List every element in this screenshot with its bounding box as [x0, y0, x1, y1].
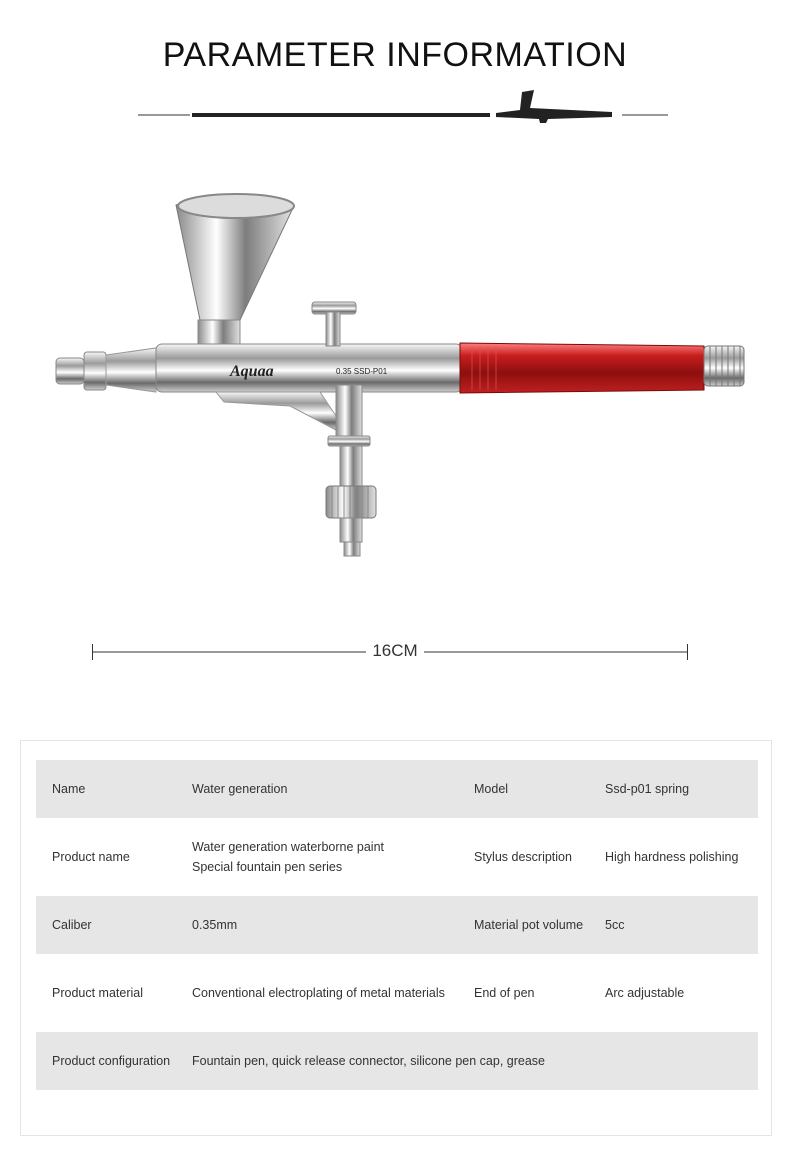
spec-value: 0.35mm	[192, 918, 238, 932]
spec-value: Conventional electroplating of metal materials	[192, 986, 445, 1000]
spec-label: Product material	[52, 986, 144, 1000]
table-row	[36, 1032, 758, 1090]
airbrush-product-image	[40, 180, 760, 570]
spec-label: End of pen	[474, 986, 535, 1000]
spec-value: Ssd-p01 spring	[605, 782, 690, 796]
table-row	[36, 896, 758, 954]
table-row	[36, 954, 758, 1032]
table-row	[36, 818, 758, 896]
spec-label: Caliber	[52, 918, 92, 932]
spec-label: Material pot volume	[474, 918, 584, 932]
red-handle	[460, 343, 704, 393]
spec-label: Model	[474, 782, 509, 796]
model-engraving: 0.35 SSD-P01	[336, 367, 388, 376]
length-label: 16CM	[366, 641, 423, 660]
title-divider	[0, 86, 790, 126]
spec-label: Stylus description	[474, 850, 572, 864]
spec-value: High hardness polishing	[605, 850, 739, 864]
spec-value: 5cc	[605, 918, 625, 932]
spec-value: Arc adjustable	[605, 986, 685, 1000]
spec-label: Name	[52, 782, 86, 796]
spec-value	[192, 818, 472, 896]
table-row	[36, 760, 758, 818]
spec-label: Product configuration	[52, 1054, 171, 1068]
brand-engraving: Aquaa	[230, 363, 274, 380]
spec-value: Fountain pen, quick release connector, silicone pen cap, grease	[192, 1054, 546, 1068]
page-title: PARAMETER INFORMATION	[162, 36, 628, 74]
spec-label: Product name	[52, 850, 130, 864]
spec-value: Water generation	[192, 782, 288, 796]
spec-value-line: Water generation waterborne paint	[192, 840, 385, 854]
spec-table	[36, 760, 758, 1090]
spec-value-line: Special fountain pen series	[192, 860, 343, 874]
airbrush-silhouette-icon	[496, 90, 612, 123]
